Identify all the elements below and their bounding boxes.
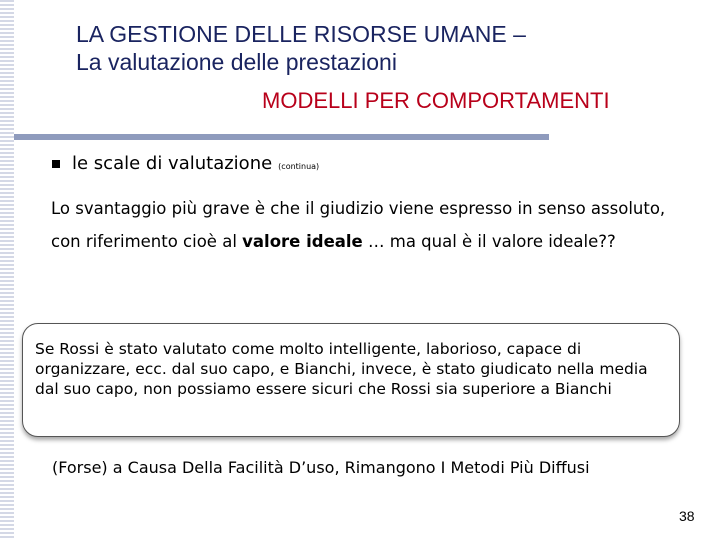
bullet-text: le scale di valutazione: [72, 153, 273, 174]
paragraph-text-1: Lo svantaggio più grave è che il giudizio viene espresso in senso assoluto, con riferimento cioè al: [51, 199, 666, 251]
title-line-2: La valutazione delle prestazioni: [76, 49, 397, 75]
body-paragraph: [51, 192, 691, 258]
header-divider: [14, 134, 549, 140]
slide-title: [76, 20, 526, 76]
example-callout-box: [22, 323, 680, 437]
paragraph-text-2: … ma qual è il valore ideale??: [362, 232, 616, 251]
slide-subtitle: MODELLI PER COMPORTAMENTI: [262, 88, 610, 113]
conclusion-text: (Forse) a Causa Della Facilità D’uso, Rimangono I Metodi Più Diffusi: [52, 458, 590, 477]
bullet-note: (continua): [278, 162, 320, 171]
callout-text: Se Rossi è stato valutato come molto intelligente, laborioso, capace di organizzare, ecc. dal suo capo, e Bianchi, invece, è stato giudicato nella media dal suo capo, non possiamo essere sicuri che Rossi sia superiore a Bianchi: [35, 340, 648, 398]
bullet-item: [52, 153, 319, 174]
page-number: 38: [679, 508, 695, 524]
paragraph-bold-text: valore ideale: [242, 232, 363, 251]
title-line-1: LA GESTIONE DELLE RISORSE UMANE –: [76, 21, 526, 47]
square-bullet-icon: [52, 160, 60, 168]
left-decorative-stripe: [0, 0, 14, 540]
